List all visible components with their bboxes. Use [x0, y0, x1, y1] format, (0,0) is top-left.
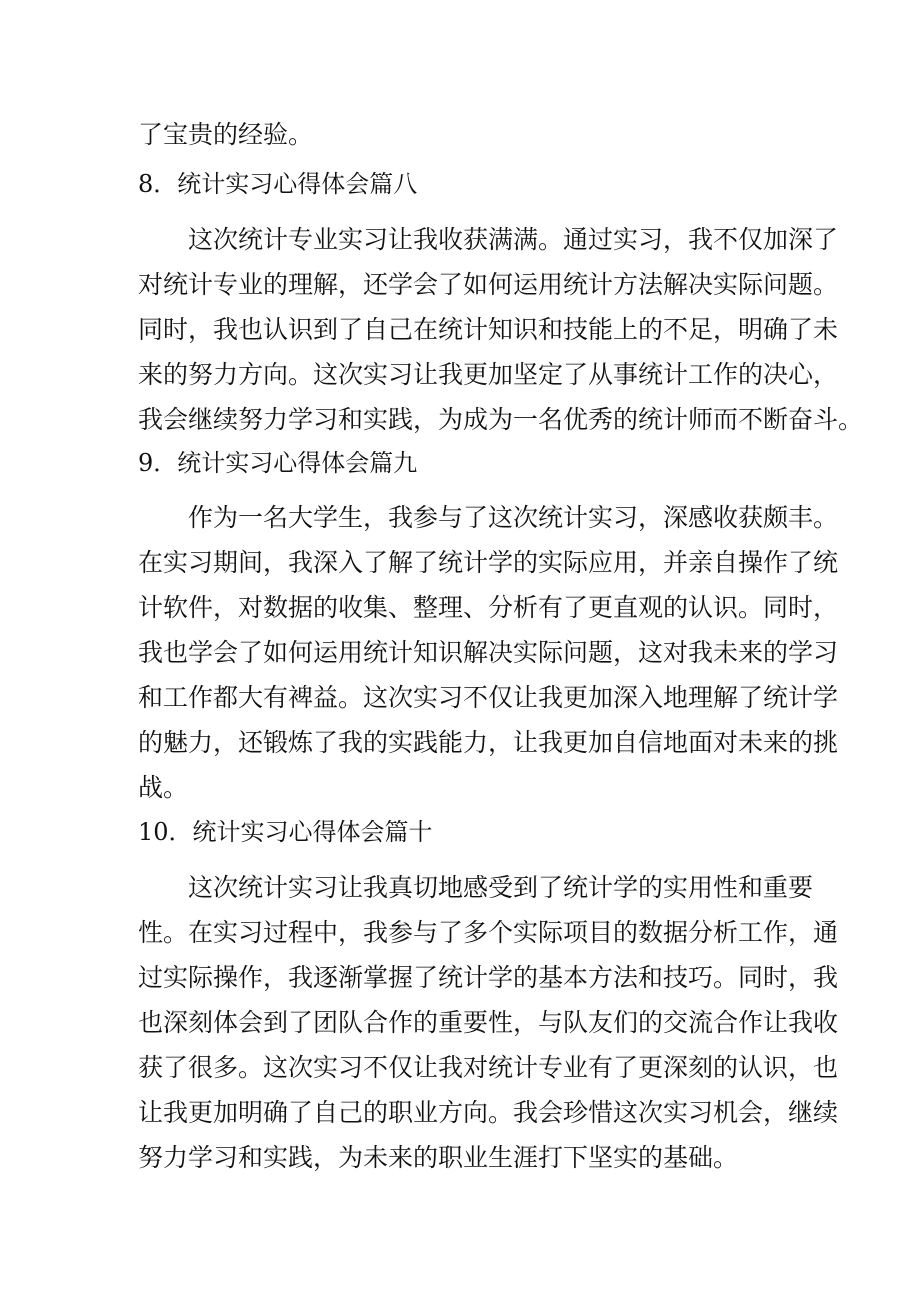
paragraph-line: 来的努力方向。这次实习让我更加坚定了从事统计工作的决心，: [138, 360, 839, 389]
paragraph-line: 性。在实习过程中，我参与了多个实际项目的数据分析工作，通: [138, 918, 839, 947]
paragraph-line: 这次统计实习让我真切地感受到了统计学的实用性和重要: [188, 873, 814, 902]
paragraph-line: 的魅力，还锻炼了我的实践能力，让我更加自信地面对未来的挑: [138, 728, 839, 757]
paragraph-line: 获了很多。这次实习不仅让我对统计专业有了更深刻的认识，也: [138, 1053, 839, 1082]
paragraph-line: 我也学会了如何运用统计知识解决实际问题，这对我未来的学习: [138, 638, 839, 667]
section-heading-10: 10．统计实习心得体会篇十: [138, 818, 433, 846]
paragraph-line: 作为一名大学生，我参与了这次统计实习，深感收获颇丰。: [188, 503, 839, 532]
paragraph-line: 也深刻体会到了团队合作的重要性，与队友们的交流合作让我收: [138, 1008, 839, 1037]
paragraph-line: 在实习期间，我深入了解了统计学的实际应用，并亲自操作了统: [138, 548, 839, 577]
paragraph-line: 这次统计专业实习让我收获满满。通过实习，我不仅加深了: [188, 225, 839, 254]
paragraph-line: 努力学习和实践，为未来的职业生涯打下坚实的基础。: [138, 1143, 739, 1172]
paragraph-line: 我会继续努力学习和实践，为成为一名优秀的统计师而不断奋斗。: [138, 405, 864, 434]
paragraph-line: 了宝贵的经验。: [138, 120, 314, 149]
paragraph-line: 计软件，对数据的收集、整理、分析有了更直观的认识。同时，: [138, 593, 839, 622]
paragraph-line: 对统计专业的理解，还学会了如何运用统计方法解决实际问题。: [138, 270, 839, 299]
paragraph-line: 让我更加明确了自己的职业方向。我会珍惜这次实习机会，继续: [138, 1098, 839, 1127]
paragraph-line: 过实际操作，我逐渐掌握了统计学的基本方法和技巧。同时，我: [138, 963, 839, 992]
paragraph-line: 和工作都大有裨益。这次实习不仅让我更加深入地理解了统计学: [138, 683, 839, 712]
section-heading-8: 8．统计实习心得体会篇八: [138, 170, 418, 198]
section-heading-9: 9．统计实习心得体会篇九: [138, 449, 418, 477]
paragraph-line: 战。: [138, 773, 189, 802]
paragraph-line: 同时，我也认识到了自己在统计知识和技能上的不足，明确了未: [138, 315, 839, 344]
